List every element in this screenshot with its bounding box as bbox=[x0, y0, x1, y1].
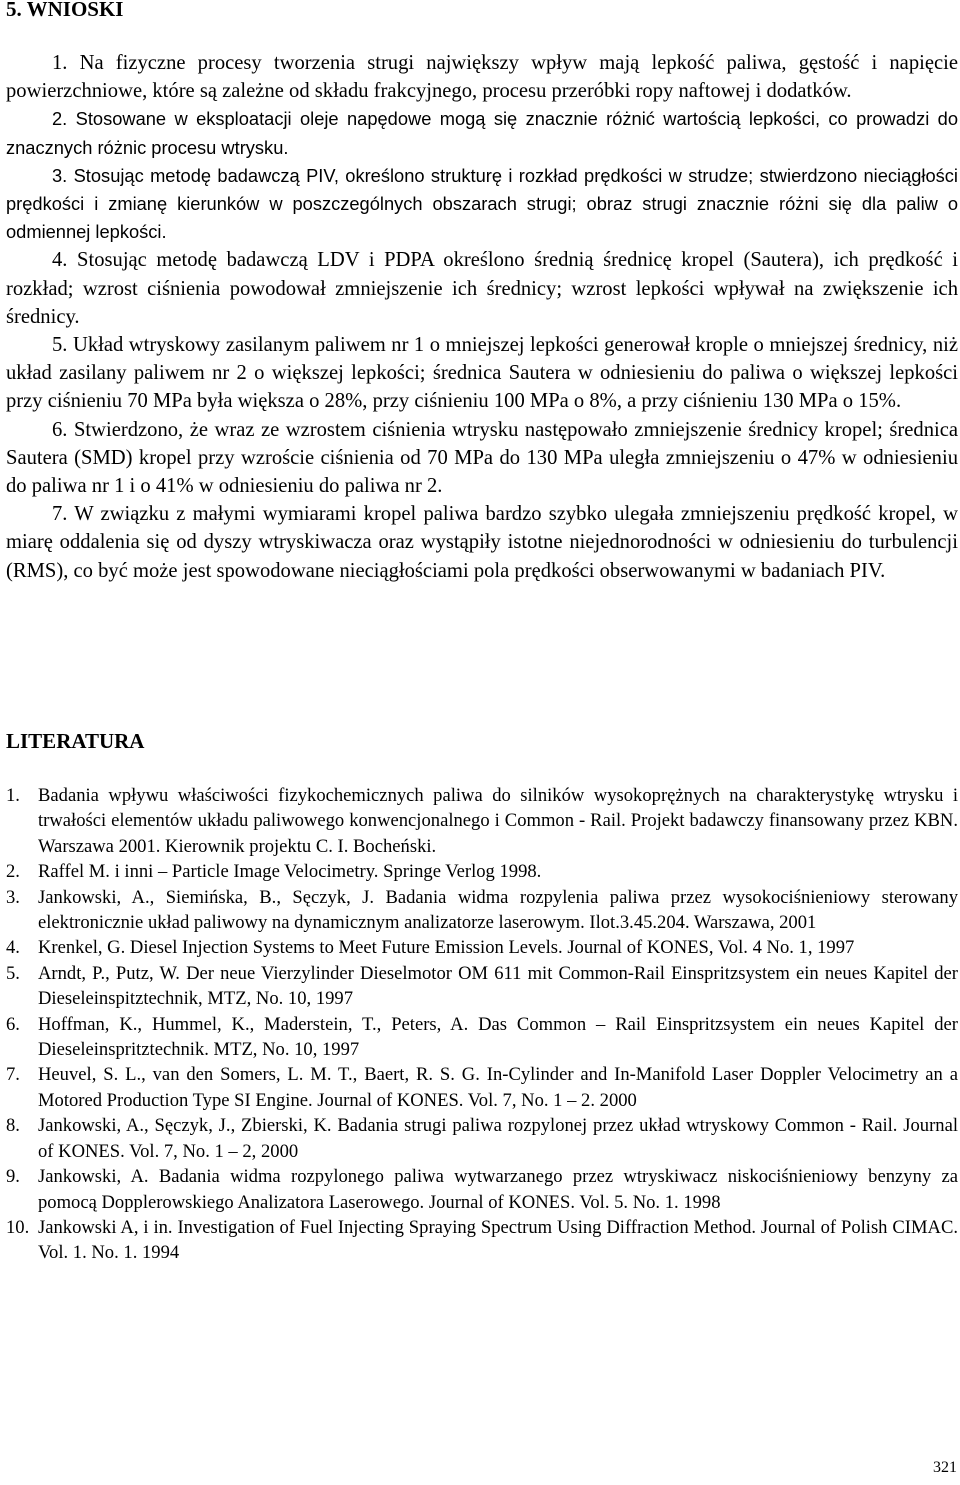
conclusion-text: Stwierdzono, że wraz ze wzrostem ciśnienia wtrysku następowało zmniejszenie średnicy kropel; średnica Sautera (SMD) kropel przy wzroście ciśnienia od 70 MPa do 130 MPa uległa zmniejszeniu o 47% w odniesieniu do paliwa nr 1 i o 41% w odniesieniu do paliwa nr 2. bbox=[6, 418, 958, 498]
reference-number: 3. bbox=[6, 886, 20, 908]
reference-number: 9. bbox=[6, 1166, 20, 1188]
conclusion-item bbox=[6, 49, 958, 105]
reference-item bbox=[6, 935, 958, 960]
conclusion-item bbox=[6, 331, 958, 416]
reference-text: Jankowski, A., Sęczyk, J., Zbierski, K. Badania strugi paliwa rozpylonej przez układ wtryskowy Common - Rail. Journal of KONES. Vol. 7, No. 1 – 2, 2000 bbox=[38, 1115, 958, 1162]
literature-heading: LITERATURA bbox=[6, 729, 145, 753]
conclusion-text: Stosując metodę badawczą PIV, określono strukturę i rozkład prędkości w strudze; stwierdzono nieciągłości prędkości i zmianę kierunków w poszczególnych obszarach strugi; obraz strugi znacznie różni się dla paliw o odmiennej lepkości. bbox=[6, 164, 958, 243]
reference-text: Heuvel, S. L., van den Somers, L. M. T., Baert, R. S. G. In-Cylinder and In-Manifold Laser Doppler Velocimetry an a Motored Production Type SI Engine. Journal of KONES. Vol. 7, No. 1 – 2. 2000 bbox=[38, 1064, 958, 1111]
reference-text: Arndt, P., Putz, W. Der neue Vierzylinder Dieselmotor OM 611 mit Common-Rail Einspritzsystem ein neues Kapitel der Dieseleinspitztechnik, MTZ, No. 10, 1997 bbox=[38, 962, 958, 1010]
reference-item bbox=[6, 1113, 958, 1164]
conclusion-item bbox=[6, 162, 958, 247]
conclusion-number: 4. bbox=[52, 249, 68, 272]
reference-number: 4. bbox=[6, 937, 20, 959]
reference-item bbox=[6, 783, 958, 859]
reference-item bbox=[6, 961, 958, 1012]
conclusion-number: 3. bbox=[52, 164, 68, 186]
reference-item bbox=[6, 1164, 958, 1215]
reference-item bbox=[6, 1215, 958, 1266]
reference-number: 7. bbox=[6, 1064, 20, 1086]
reference-text: Badania wpływu właściwości fizykochemicznych paliwa do silników wysokoprężnych na charakterystykę wtrysku i trwałości elementów układu paliwowego konwencjonalnego i Common - Rail. Projekt badawczy finansowany przez KBN. Warszawa 2001. Kierownik projektu C. I. Bocheński. bbox=[38, 785, 958, 857]
conclusion-item bbox=[6, 246, 958, 331]
conclusions-list bbox=[6, 49, 958, 585]
reference-text: Jankowski A, i in. Investigation of Fuel Injecting Spraying Spectrum Using Diffraction Method. Journal of Polish CIMAC. Vol. 1. No. 1. 1994 bbox=[38, 1216, 958, 1264]
section-heading: 5. WNIOSKI bbox=[6, 0, 124, 21]
conclusion-number: 2. bbox=[52, 108, 68, 130]
reference-number: 5. bbox=[6, 962, 20, 984]
conclusion-text: Na fizyczne procesy tworzenia strugi największy wpływ mają lepkość paliwa, gęstość i napięcie powierzchniowe, które są zależne od składu frakcyjnego, procesu przeróbki ropy naftowej i dodatków. bbox=[6, 52, 958, 103]
reference-text: Krenkel, G. Diesel Injection Systems to Meet Future Emission Levels. Journal of KONES, Vol. 4 No. 1, 1997 bbox=[38, 937, 855, 959]
reference-item bbox=[6, 1062, 958, 1113]
reference-list bbox=[6, 783, 958, 1266]
reference-text: Hoffman, K., Hummel, K., Maderstein, T., Peters, A. Das Common – Rail Einspritzsystem ein neues Kapitel der Dieseleinspritztechnik. MTZ, No. 10, 1997 bbox=[38, 1013, 958, 1061]
conclusion-number: 5. bbox=[52, 334, 68, 357]
reference-text: Jankowski, A., Siemińska, B., Sęczyk, J. Badania widma rozpylenia paliwa przez wysokociśnieniowy sterowany elektronicznie układ paliwowy na dynamicznym analizatorze laserowym. Ilot.3.45.204. Warszawa, 2001 bbox=[38, 886, 958, 934]
reference-number: 1. bbox=[6, 785, 20, 806]
reference-text: Jankowski, A. Badania widma rozpylonego paliwa wytwarzanego przez wtryskiwacz niskociśnieniowy benzyny za pomocą Dopplerowskiego Analizatora Laserowego. Journal of KONES. Vol. 5. No. 1. 1998 bbox=[38, 1166, 958, 1213]
conclusion-item bbox=[6, 105, 958, 161]
reference-text: Raffel M. i inni – Particle Image Velocimetry. Springe Verlog 1998. bbox=[38, 861, 542, 883]
page-number: 321 bbox=[933, 1459, 957, 1476]
reference-number: 2. bbox=[6, 861, 20, 883]
conclusion-number: 7. bbox=[52, 503, 68, 526]
conclusion-item bbox=[6, 500, 958, 585]
conclusion-number: 1. bbox=[52, 52, 68, 74]
reference-item bbox=[6, 1012, 958, 1063]
conclusion-text: Stosowane w eksploatacji oleje napędowe mogą się znacznie różnić wartością lepkości, co prowadzi do znacznych różnic procesu wtrysku. bbox=[6, 108, 958, 158]
conclusion-item bbox=[6, 416, 958, 501]
conclusion-number: 6. bbox=[52, 418, 68, 441]
conclusion-text: Stosując metodę badawczą LDV i PDPA określono średnią średnicę kropel (Sautera), ich prędkość i rozkład; wzrost ciśnienia powodował zmniejszenie ich średnicy; wzrost lepkości wpływał na zwiększenie ich średnicy. bbox=[6, 249, 958, 328]
reference-number: 10. bbox=[6, 1216, 30, 1238]
conclusion-text: Układ wtryskowy zasilanym paliwem nr 1 o mniejszej lepkości generował krople o mniejszej średnicy, niż układ zasilany paliwem nr 2 o większej lepkości; średnica Sautera w odniesieniu do paliwa o większej lepkości przy ciśnieniu 70 MPa była większa o 28%, przy ciśnieniu 100 MPa o 8%, a przy ciśnieniu 130 MPa o 15%. bbox=[6, 334, 958, 413]
reference-item bbox=[6, 885, 958, 936]
reference-number: 6. bbox=[6, 1013, 20, 1035]
conclusion-text: W związku z małymi wymiarami kropel paliwa bardzo szybko ulegała zmniejszeniu prędkość kropel, w miarę oddalenia się od dyszy wtryskiwacza oraz wystąpiły istotne niejednorodności w odniesieniu do turbulencji (RMS), co być może jest spowodowane nieciągłościami pola prędkości obserwowanymi w badaniach PIV. bbox=[6, 503, 959, 582]
reference-number: 8. bbox=[6, 1115, 20, 1137]
reference-item bbox=[6, 859, 958, 884]
